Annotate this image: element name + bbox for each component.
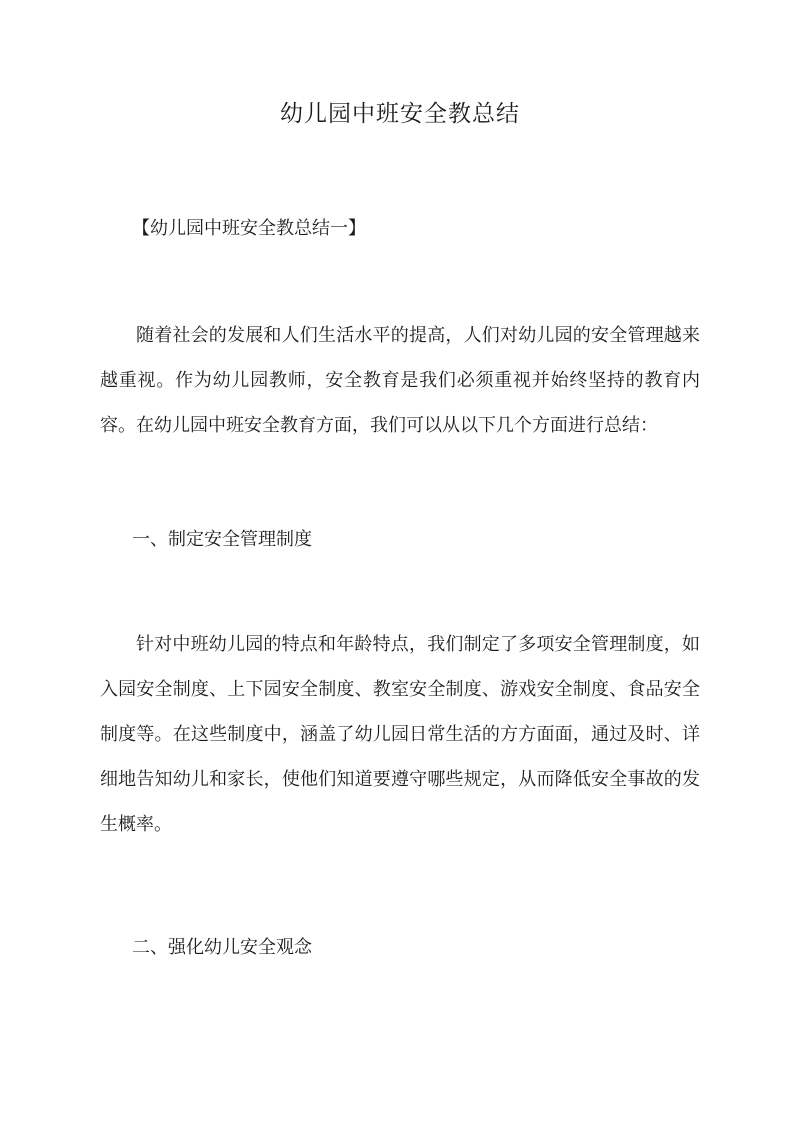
- section-1-heading: 一、制定安全管理制度: [132, 529, 312, 550]
- section-1-paragraph: 针对中班幼儿园的特点和年龄特点，我们制定了多项安全管理制度，如入园安全制度、上下园安全制度、教室安全制度、游戏安全制度、食品安全制度等。在这些制度中，涵盖了幼儿园日常生活的方方面面，通过及时、详细地告知幼儿和家长，使他们知道要遵守哪些规定，从而降低安全事故的发生概率。: [100, 634, 700, 835]
- intro-paragraph: 随着社会的发展和人们生活水平的提高，人们对幼儿园的安全管理越来越重视。作为幼儿园教师，安全教育是我们必须重视并始终坚持的教育内容。在幼儿园中班安全教育方面，我们可以从以下几个方面进行总结：: [100, 325, 700, 436]
- document-subtitle: 【幼儿园中班安全教总结一】: [132, 218, 366, 239]
- document-title: 幼儿园中班安全教总结: [280, 101, 520, 127]
- section-2-heading: 二、强化幼儿安全观念: [132, 937, 312, 958]
